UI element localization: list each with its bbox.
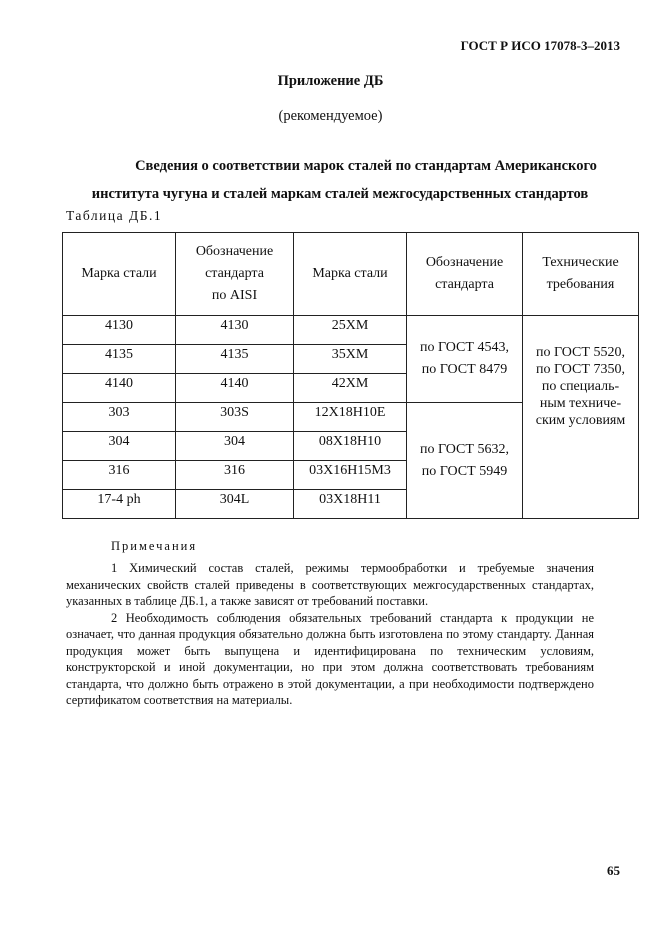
header-line: стандарта bbox=[205, 266, 264, 281]
cell-line: ским условиям bbox=[535, 413, 626, 428]
cell-grade-gost: 12Х18Н10Е bbox=[294, 403, 407, 432]
cell-grade-aisi: 4140 bbox=[63, 374, 176, 403]
header-line: Марка стали bbox=[81, 266, 157, 281]
note-item: 1 Химический состав сталей, режимы термообработки и требуемые значения механических свойств сталей приведены в соответствующих межгосударственных стандартах, указанных в таблице ДБ.1, а также зависят от требований поставки. bbox=[66, 561, 594, 608]
header-line: стандарта bbox=[435, 277, 494, 292]
page-number: 65 bbox=[607, 863, 620, 878]
document-header: ГОСТ Р ИСО 17078-3–2013 bbox=[460, 38, 620, 53]
cell-line: по ГОСТ 5949 bbox=[421, 463, 508, 479]
cell-line: по ГОСТ 5632, bbox=[420, 441, 509, 457]
cell-grade-gost: 03Х16Н15М3 bbox=[294, 461, 407, 490]
table-caption: Таблица ДБ.1 bbox=[66, 208, 163, 223]
cell-line: ным техниче- bbox=[539, 396, 622, 411]
header-std-gost bbox=[407, 233, 523, 316]
header-grade-gost bbox=[294, 233, 407, 316]
note-item: 2 Необходимость соблюдения обязательных требований стандарта к продукции не означает, что данная продукция обязательно должна быть изготовлена по этому стандарту. Данная продукция может быть выпущена и идентифицирована по техническим условиям, конструкторской и иной документации, но при этом должна соответствовать требованиям стандарта, что должно быть отражено в этой документации, а при необходимости подтверждено сертификатом соответствия на материалы. bbox=[66, 610, 594, 707]
header-line: Технические bbox=[542, 255, 619, 270]
header-std-aisi bbox=[176, 233, 294, 316]
steel-grade-table bbox=[62, 232, 639, 519]
cell-std-aisi: 4140 bbox=[176, 374, 294, 403]
cell-std-aisi: 4130 bbox=[176, 316, 294, 345]
cell-tech-requirements bbox=[523, 316, 639, 519]
cell-grade-gost: 03Х18Н11 bbox=[294, 490, 407, 519]
header-line: Обозначение bbox=[425, 255, 504, 270]
header-line: Обозначение bbox=[195, 244, 274, 259]
cell-line: по ГОСТ 7350, bbox=[536, 362, 625, 377]
notes-title: Примечания bbox=[111, 539, 198, 553]
cell-grade-gost: 08Х18Н10 bbox=[294, 432, 407, 461]
cell-grade-aisi: 304 bbox=[63, 432, 176, 461]
header-tech-req bbox=[523, 233, 639, 316]
cell-grade-aisi: 4130 bbox=[63, 316, 176, 345]
cell-line: по ГОСТ 5520, bbox=[536, 345, 625, 360]
cell-grade-aisi: 316 bbox=[63, 461, 176, 490]
cell-std-aisi: 304 bbox=[176, 432, 294, 461]
cell-std-aisi: 304L bbox=[176, 490, 294, 519]
appendix-title: Приложение ДБ bbox=[277, 73, 384, 89]
cell-std-gost-group-1 bbox=[407, 316, 523, 403]
cell-std-gost-group-2 bbox=[407, 403, 523, 519]
header-line: Марка стали bbox=[312, 266, 388, 281]
section-heading-line-1: Сведения о соответствии марок сталей по стандартам Американского bbox=[135, 158, 597, 174]
cell-grade-aisi: 17-4 ph bbox=[63, 490, 176, 519]
cell-std-aisi: 316 bbox=[176, 461, 294, 490]
cell-line: по специаль- bbox=[541, 379, 620, 394]
header-line: по AISI bbox=[211, 288, 258, 303]
section-heading-line-2: института чугуна и сталей маркам сталей межгосударственных стандартов bbox=[91, 186, 589, 202]
notes-block bbox=[66, 560, 594, 709]
cell-grade-aisi: 303 bbox=[63, 403, 176, 432]
cell-line: по ГОСТ 4543, bbox=[420, 340, 509, 355]
table-header-row bbox=[63, 233, 639, 316]
cell-grade-gost: 42ХМ bbox=[294, 374, 407, 403]
section-heading bbox=[60, 152, 620, 208]
appendix-subtitle: (рекомендуемое) bbox=[278, 108, 383, 124]
cell-std-aisi: 303S bbox=[176, 403, 294, 432]
cell-grade-gost: 35ХМ bbox=[294, 345, 407, 374]
cell-grade-gost: 25ХМ bbox=[294, 316, 407, 345]
cell-line: по ГОСТ 8479 bbox=[421, 362, 508, 377]
cell-grade-aisi: 4135 bbox=[63, 345, 176, 374]
header-line: требования bbox=[546, 277, 615, 292]
header-grade-aisi bbox=[63, 233, 176, 316]
table-row bbox=[63, 316, 639, 345]
cell-std-aisi: 4135 bbox=[176, 345, 294, 374]
